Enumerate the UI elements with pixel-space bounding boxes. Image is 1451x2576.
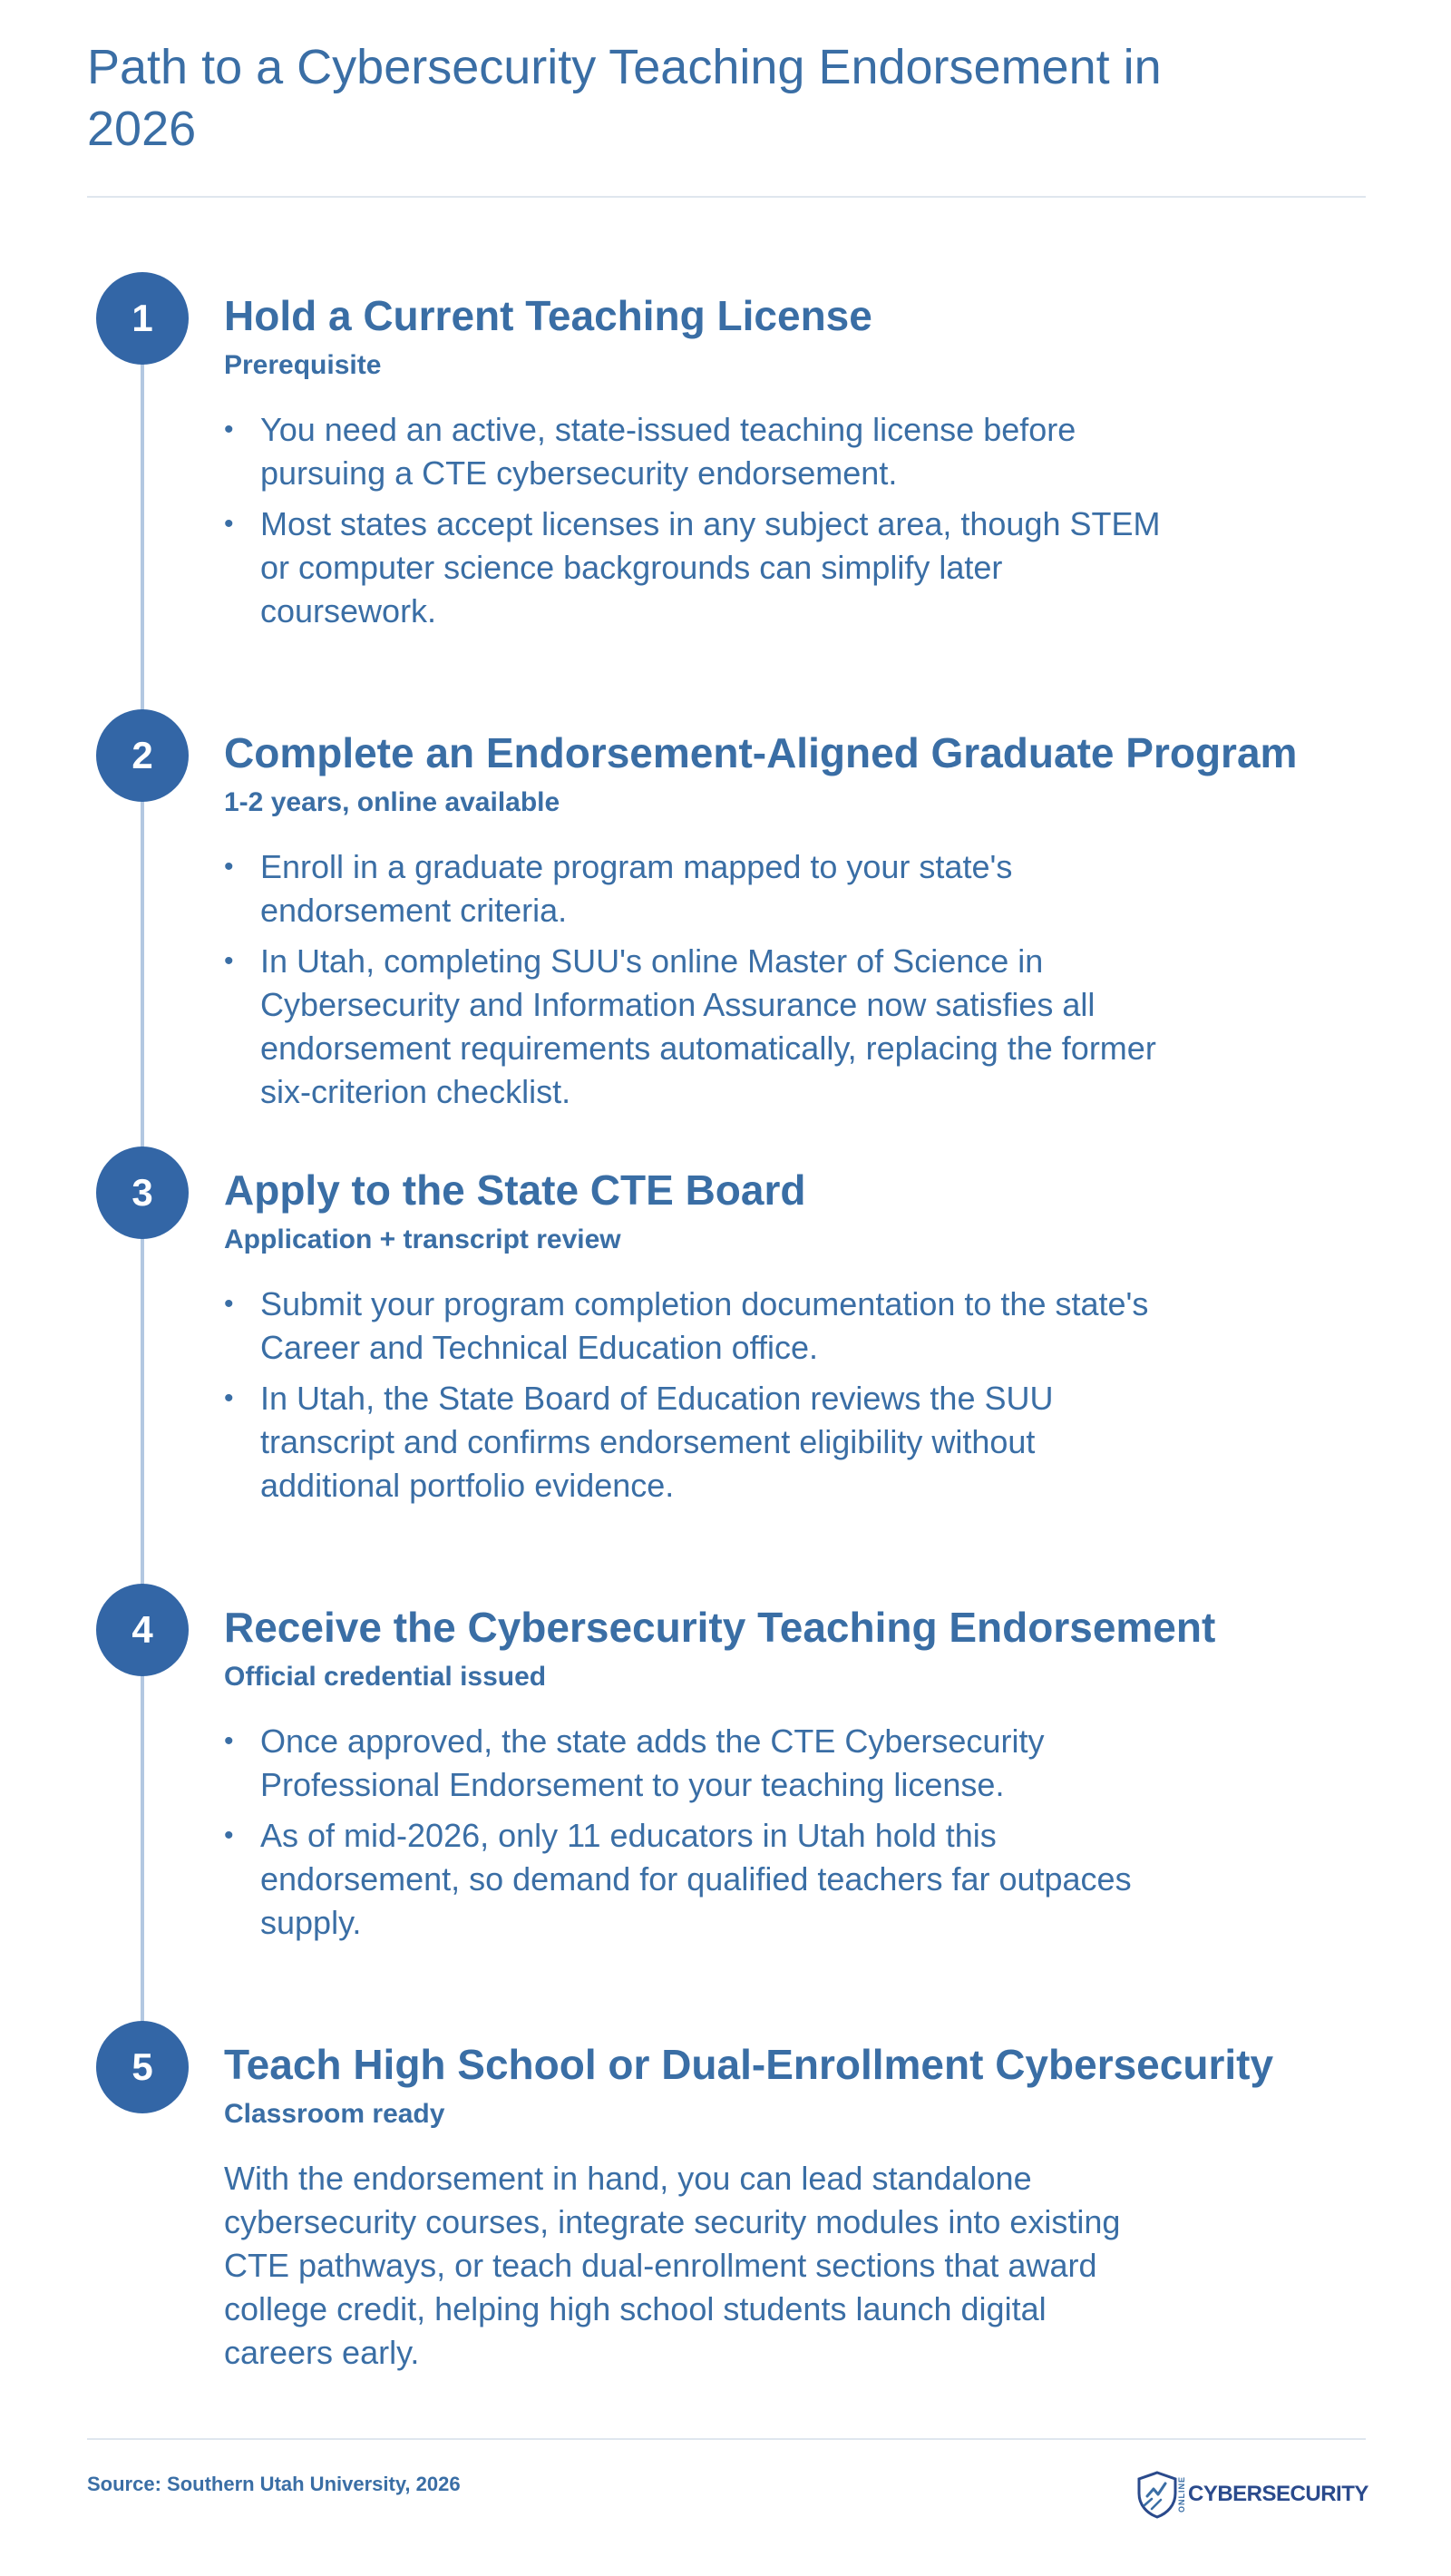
step-bullet-list — [224, 1720, 1167, 1952]
step-subtitle: Application + transcript review — [224, 1225, 621, 1254]
step-number-badge: 4 — [96, 1584, 189, 1676]
bullet-item: • In Utah, completing SUU's online Master of Science in Cybersecurity and Information Assurance now satisfies all endorsement requirements automatically, replacing the former six-criterion checklist. — [224, 940, 1167, 1114]
step-subtitle: 1-2 years, online available — [224, 787, 560, 817]
bullet-item: • You need an active, state-issued teaching license before pursuing a CTE cybersecurity endorsement. — [224, 408, 1167, 495]
shield-logo-icon — [1134, 2469, 1181, 2520]
bullet-item: • Once approved, the state adds the CTE Cybersecurity Professional Endorsement to your teaching license. — [224, 1720, 1167, 1807]
step-subtitle: Official credential issued — [224, 1662, 547, 1692]
step-title: Complete an Endorsement-Aligned Graduate Program — [224, 729, 1298, 776]
step-title: Receive the Cybersecurity Teaching Endorsement — [224, 1604, 1216, 1651]
step-number-badge: 3 — [96, 1147, 189, 1239]
brand-logo — [1134, 2467, 1368, 2522]
bullet-item: • In Utah, the State Board of Education reviews the SUU transcript and confirms endorsement eligibility without additional portfolio evidence. — [224, 1377, 1167, 1508]
bullet-item: • As of mid-2026, only 11 educators in Utah hold this endorsement, so demand for qualified teachers far outpaces supply. — [224, 1814, 1167, 1945]
step-subtitle: Classroom ready — [224, 2099, 445, 2129]
bullet-item: • Enroll in a graduate program mapped to your state's endorsement criteria. — [224, 845, 1167, 932]
footer-divider — [87, 2438, 1366, 2440]
brand-text: CYBERSECURITY — [1188, 2482, 1368, 2506]
step-number-badge: 2 — [96, 709, 189, 802]
brand-small-text: ONLINE — [1177, 2475, 1186, 2513]
step-title: Apply to the State CTE Board — [224, 1166, 806, 1214]
step-number-badge: 5 — [96, 2021, 189, 2113]
step-title: Hold a Current Teaching License — [224, 292, 872, 339]
bullet-item: • Submit your program completion documentation to the state's Career and Technical Education office. — [224, 1283, 1167, 1370]
step-number-badge: 1 — [96, 272, 189, 365]
step-subtitle: Prerequisite — [224, 350, 382, 380]
step-bullet-list — [224, 845, 1167, 1121]
step-bullet-list — [224, 1283, 1167, 1515]
page-title: Path to a Cybersecurity Teaching Endorsement in 2026 — [87, 40, 1162, 156]
source-citation: Source: Southern Utah University, 2026 — [87, 2473, 461, 2495]
step-bullet-list — [224, 408, 1167, 640]
step-title: Teach High School or Dual-Enrollment Cybersecurity — [224, 2041, 1274, 2088]
header-divider — [87, 196, 1366, 198]
step-body-text: With the endorsement in hand, you can lead standalone cybersecurity courses, integrate security modules into existing CTE pathways, or teach dual-enrollment sections that award college credit, helping high school students launch digital careers early. — [224, 2160, 1121, 2371]
bullet-item: • Most states accept licenses in any subject area, though STEM or computer science backgrounds can simplify later coursework. — [224, 503, 1167, 633]
